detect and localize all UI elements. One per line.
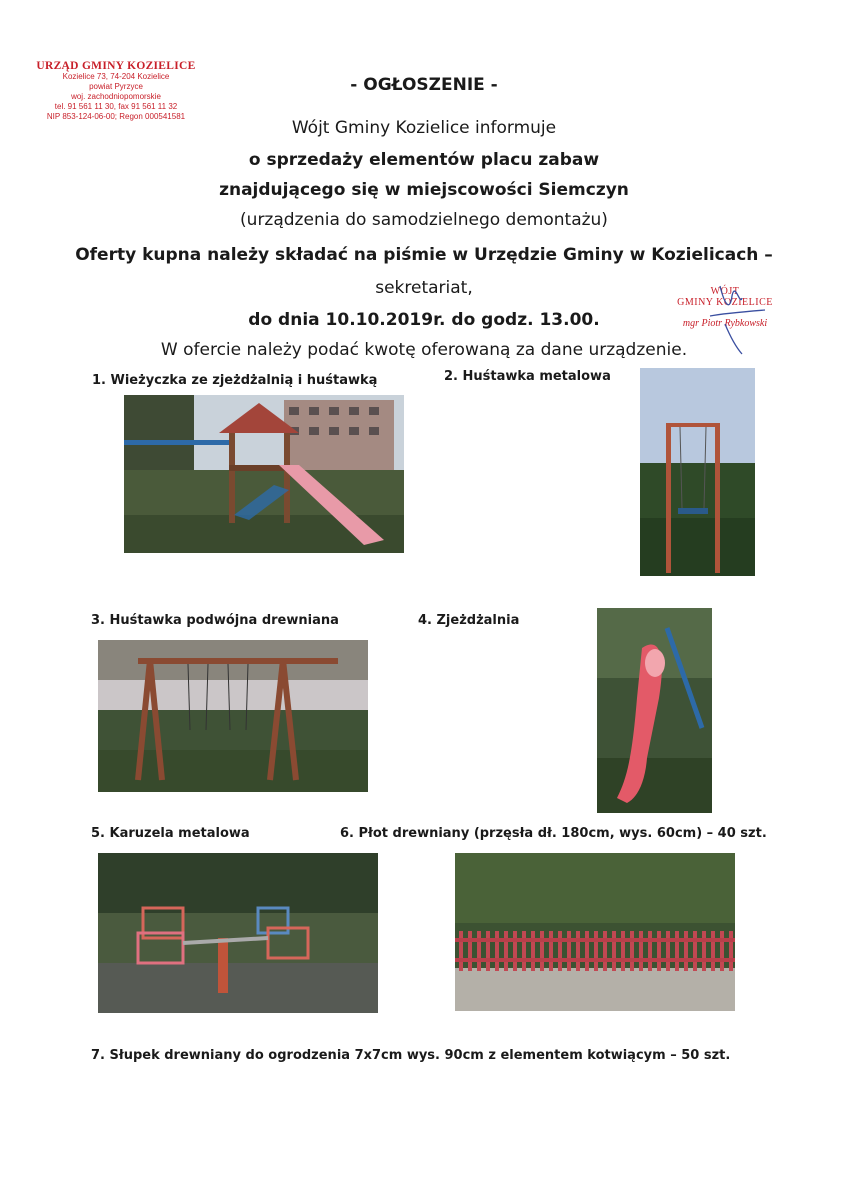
- fence-picket: [621, 931, 625, 971]
- fence-picket: [729, 931, 733, 971]
- fence-picket: [585, 931, 589, 971]
- item-caption-1: 1. Wieżyczka ze zjeżdżalnią i huśtawką: [92, 373, 378, 388]
- item-caption-5: 5. Karuzela metalowa: [91, 826, 250, 841]
- fence-picket: [549, 931, 553, 971]
- signature-name: mgr Piotr Rybkowski: [682, 318, 768, 329]
- fence-picket: [558, 931, 562, 971]
- fence-picket: [711, 931, 715, 971]
- fence-picket: [540, 931, 544, 971]
- fence-picket: [513, 931, 517, 971]
- notice-line-3: znajdującego się w miejscowości Siemczyn: [219, 180, 629, 200]
- fence-picket: [639, 931, 643, 971]
- fence-picket: [504, 931, 508, 971]
- fence-picket: [567, 931, 571, 971]
- fence-picket: [459, 931, 463, 971]
- notice-line-2: o sprzedaży elementów placu zabaw: [248, 150, 600, 170]
- fence-picket: [720, 931, 724, 971]
- notice-line-6: sekretariat,: [375, 278, 473, 298]
- stamp-office-name: URZĄD GMINY KOZIELICE: [36, 60, 196, 72]
- fence-picket: [630, 931, 634, 971]
- fence-picket: [666, 931, 670, 971]
- photo-tower-slide-swing: [124, 395, 404, 553]
- photo-metal-swing: [640, 368, 755, 576]
- photo-wooden-fence: [455, 853, 735, 1011]
- fence-picket: [657, 931, 661, 971]
- notice-title: - OGŁOSZENIE -: [350, 75, 498, 95]
- fence-picket: [612, 931, 616, 971]
- fence-picket: [675, 931, 679, 971]
- fence-picket: [576, 931, 580, 971]
- fence-picket: [477, 931, 481, 971]
- stamp-ids: NIP 853-124-06-00; Regon 000541581: [46, 112, 186, 121]
- stamp-phone: tel. 91 561 11 30, fax 91 561 11 32: [54, 102, 178, 111]
- fence-picket: [486, 931, 490, 971]
- stamp-voivodeship: woj. zachodniopomorskie: [71, 92, 161, 101]
- fence-picket: [468, 931, 472, 971]
- photo-metal-carousel: [98, 853, 378, 1013]
- photo-slide: [597, 608, 712, 813]
- item-caption-6: 6. Płot drewniany (przęsła dł. 180cm, wys. 60cm) – 40 szt.: [340, 826, 767, 841]
- fence-picket: [531, 931, 535, 971]
- fence-picket: [702, 931, 706, 971]
- notice-line-5: Oferty kupna należy składać na piśmie w Urzędzie Gminy w Kozielicach –: [75, 245, 773, 265]
- fence-picket: [693, 931, 697, 971]
- fence-picket: [684, 931, 688, 971]
- fence-picket: [594, 931, 598, 971]
- fence-picket: [495, 931, 499, 971]
- item-caption-7: 7. Słupek drewniany do ogrodzenia 7x7cm wys. 90cm z elementem kotwiącym – 50 szt.: [91, 1048, 731, 1063]
- stamp-county: powiat Pyrzyce: [89, 82, 143, 91]
- item-caption-4: 4. Zjeżdżalnia: [418, 613, 520, 628]
- notice-line-4: (urządzenia do samodzielnego demontażu): [240, 210, 608, 230]
- fence-picket: [603, 931, 607, 971]
- notice-line-8: W ofercie należy podać kwotę oferowaną za dane urządzenie.: [160, 340, 688, 360]
- signature-stamp: [660, 286, 790, 329]
- fence-picket: [648, 931, 652, 971]
- stamp-address: Kozielice 73, 74-204 Kozielice: [62, 72, 170, 81]
- photo-double-wooden-swing: [98, 640, 368, 792]
- signature-office: GMINY KOZIELICE: [677, 297, 773, 308]
- fence-picket: [522, 931, 526, 971]
- signature-role: WÓJT: [710, 286, 740, 297]
- notice-line-1: Wójt Gminy Kozielice informuje: [291, 118, 557, 138]
- item-caption-3: 3. Huśtawka podwójna drewniana: [91, 613, 339, 628]
- item-caption-2: 2. Huśtawka metalowa: [444, 369, 611, 384]
- notice-line-7: do dnia 10.10.2019r. do godz. 13.00.: [248, 310, 600, 330]
- handwritten-signature: [680, 276, 780, 356]
